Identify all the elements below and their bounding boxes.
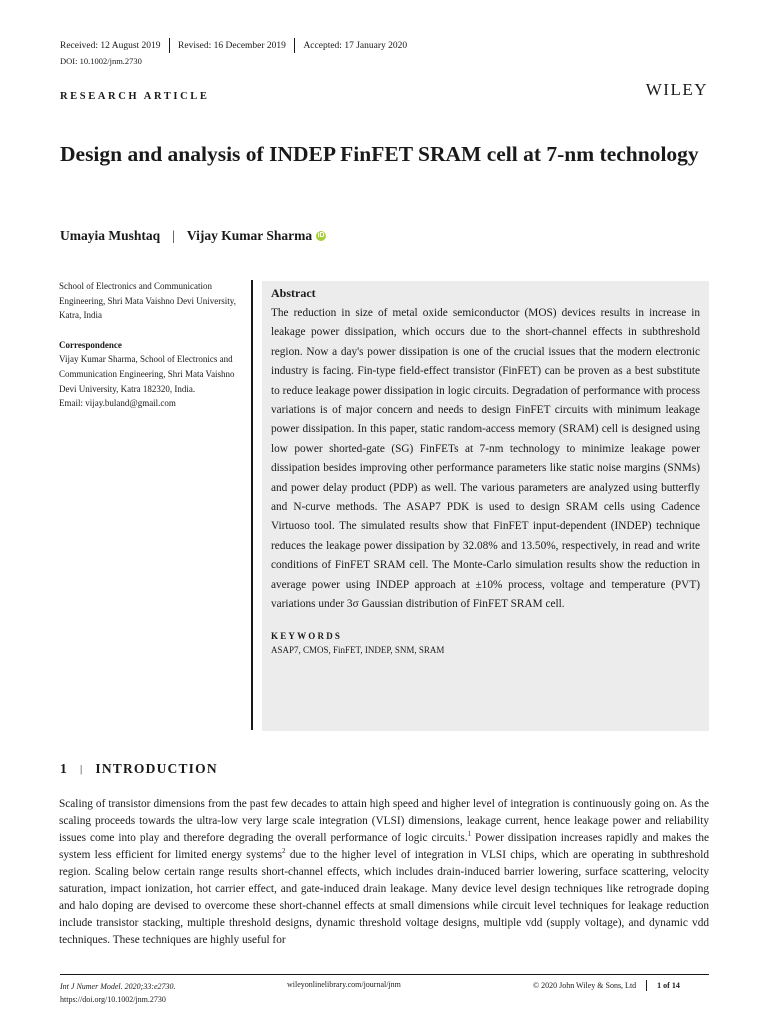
publisher-logo: WILEY <box>645 80 708 99</box>
date-separator <box>294 38 296 53</box>
journal-site-link[interactable]: wileyonlinelibrary.com/journal/jnm <box>287 980 401 989</box>
intro-text-part: Scaling of transistor dimensions from the past few decades to attain high speed and higher level of integration is continuously going on. As the scaling proceeds towards the ultra-low very large scale integration (VLSI) dimensions, leakage current, hence leakage power and reliability issues come into play and therefore degrading the overall performance of logic circuits. <box>59 798 709 844</box>
introduction-heading <box>60 761 218 777</box>
introduction-paragraph <box>59 796 709 949</box>
intro-text-part: due to the higher level of integration in VLSI chips, which are operating in subthreshold region. Scaling below certain range results short-channel effects, which includes drain-induced barrier lowering, surface scattering, velocity saturation, impact ionization, hot carrier effect, and gate-induced drain leakage. Many device level design techniques like retrograde doping and halo doping are devised to overcome these short-channel effects at small dimensions while circuit level techniques for leakage reduction include transistor stacking, multiple threshold designs, dynamic threshold voltage designs, multiple vdd (supply voltage), and dynamic vdd techniques. These techniques are highly useful for <box>59 849 709 946</box>
correspondence-email[interactable]: Email: vijay.buland@gmail.com <box>59 398 176 409</box>
copyright: © 2020 John Wiley & Sons, Ltd <box>533 981 637 990</box>
citation-ref[interactable]: 1 <box>467 830 472 839</box>
author-name[interactable]: Vijay Kumar Sharma <box>186 228 313 243</box>
orcid-icon[interactable]: iD <box>317 232 325 239</box>
article-title: Design and analysis of INDEP FinFET SRAM cell at 7-nm technology <box>60 142 699 166</box>
section-label: RESEARCH ARTICLE <box>60 91 210 102</box>
journal-citation: Int J Numer Model. 2020;33:e2730. <box>60 982 176 991</box>
footer-right <box>533 980 680 991</box>
correspondence-address: Vijay Kumar Sharma, School of Electronics and Communication Engineering, Shri Mata Vaishno Devi University, Katra 182320, India. <box>59 354 235 394</box>
abstract-text: The reduction in size of metal oxide semiconductor (MOS) devices results in increase in leakage power dissipation, which occurs due to the short-channel effects in subthreshold region. Now a day's power dissipation is one of the crucial issues that the modern electronic industry is facing. Fin-type field-effect transistor (FinFET) can be proven as a best substitute to reduce leakage power dissipation in logic circuits. Degradation of performance with process variations is of major concern and needs to design FinFET circuits with minimum leakage power dissipation. In this paper, static random-access memory (SRAM) cell is designed using low power shorted-gate (SG) FinFETs at 7-nm technology to minimize leakage power dissipation besides improving other performance parameters like static noise margins (SNMs) and power delay product (PDP) as well. The various parameters are analyzed using butterfly and N-curve methods. The ASAP7 PDK is used to design SRAM cells using Cadence Virtuoso tool. The simulated results show that FinFET input-dependent (INDEP) technique reduces the leakage power dissipation by 32.08% and 13.50%, respectively, in read and write conditions of FinFET SRAM cell. The Monte-Carlo simulation results show the reduction in average power using INDEP approach at ±10% process, voltage and temperature (PVT) variations under 3σ Gaussian distribution of FinFET SRAM cell. <box>271 307 700 611</box>
citation-ref[interactable]: 2 <box>282 847 286 856</box>
author-name[interactable]: Umayia Mushtaq <box>60 228 161 243</box>
affiliation: School of Electronics and Communication Engineering, Shri Mata Vaishno Devi University, Katra, India <box>59 281 236 321</box>
keywords-list: ASAP7, CMOS, FinFET, INDEP, SNM, SRAM <box>271 644 445 655</box>
keywords-heading: KEYWORDS <box>271 630 343 641</box>
section-title: INTRODUCTION <box>95 761 218 776</box>
footer-citation <box>60 980 176 1006</box>
page-number: 1 of 14 <box>657 981 680 990</box>
footer-separator <box>646 980 647 991</box>
section-separator: | <box>79 763 84 775</box>
date-separator <box>169 38 171 53</box>
article-dates <box>60 38 407 53</box>
affiliation-column <box>59 279 247 411</box>
doi[interactable]: DOI: 10.1002/jnm.2730 <box>60 56 142 66</box>
author-separator: | <box>172 228 175 243</box>
column-divider <box>251 280 253 730</box>
accepted-date: Accepted: 17 January 2020 <box>303 40 408 51</box>
received-date: Received: 12 August 2019 <box>60 40 161 51</box>
footer-rule <box>60 974 709 975</box>
author-list <box>60 228 326 244</box>
abstract-box <box>262 281 709 731</box>
revised-date: Revised: 16 December 2019 <box>178 40 286 51</box>
correspondence-heading: Correspondence <box>59 339 122 350</box>
journal-doi-link[interactable]: https://doi.org/10.1002/jnm.2730 <box>60 995 166 1004</box>
abstract-heading: Abstract <box>271 286 316 300</box>
section-number: 1 <box>60 761 68 776</box>
intro-text-part: Power dissipation increases rapidly and makes the system less efficient for limited energy systems <box>59 832 709 861</box>
